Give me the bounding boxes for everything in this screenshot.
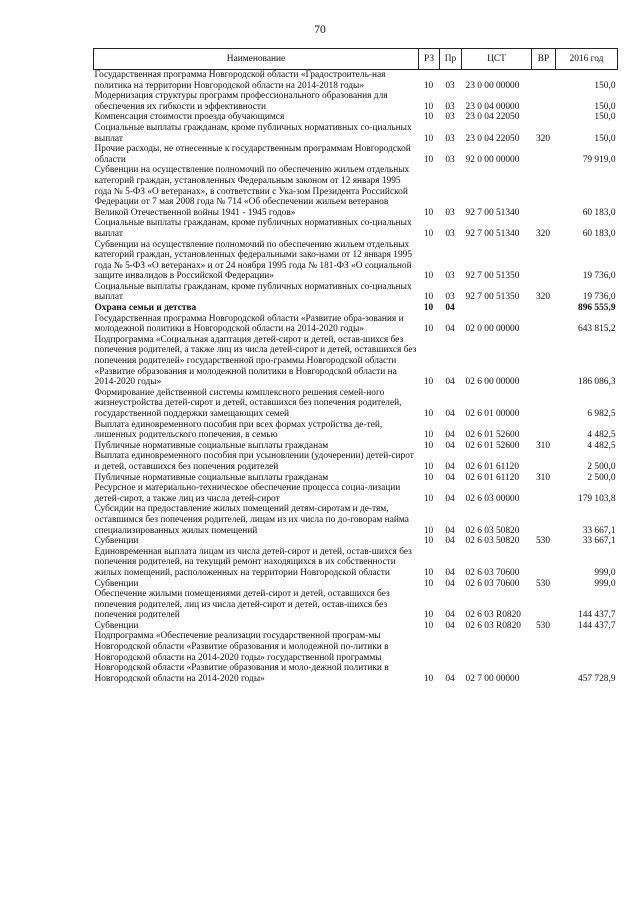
row-vr [532, 314, 556, 335]
table-row [94, 218, 618, 239]
row-sum: 2 500,0 [587, 461, 616, 472]
row-rz: 10 [423, 440, 434, 451]
row-cst: 02 6 03 50820 [465, 525, 520, 536]
row-vr: 320 [535, 292, 551, 303]
table-row [94, 441, 618, 452]
row-vr [532, 547, 556, 579]
table-row [94, 282, 618, 303]
row-vr [532, 631, 556, 684]
header-name: Наименование [94, 49, 419, 70]
row-sum: 896 555,9 [578, 303, 616, 314]
row-sum: 4 482,5 [587, 430, 616, 441]
row-cst: 02 6 03 R0820 [465, 610, 521, 621]
row-name: Прочие расходы, не отнесенные к государственным программам Новгородской области [94, 144, 411, 165]
row-pr: 03 [445, 112, 455, 123]
row-vr [532, 335, 556, 388]
row-vr [532, 451, 556, 472]
table-row [94, 473, 618, 484]
row-vr [532, 70, 556, 92]
row-pr: 03 [445, 133, 455, 144]
page-number: 70 [314, 24, 326, 36]
row-cst: 23 0 04 22050 [465, 133, 520, 144]
header-vr: ВР [532, 49, 556, 70]
row-sum: 150,0 [594, 101, 616, 112]
row-cst: 02 6 01 61120 [465, 461, 520, 472]
row-cst: 02 6 03 50820 [465, 536, 520, 547]
row-pr: 04 [445, 493, 455, 504]
table-row [94, 240, 618, 282]
row-name: Подпрограмма «Социальная адаптация детей-сирот и детей, остав-шихся без попечения родителей, а также лиц из числа детей-сирот и детей, оставшихся без попечения родителей» государственной про-граммы Новгородской области «Развитие образования и молодежной политики в Новгородской области на 2014-2020 годы» [94, 334, 417, 388]
row-vr [532, 112, 556, 123]
row-pr: 04 [445, 673, 455, 684]
row-cst: 02 0 00 00000 [465, 324, 520, 335]
row-cst: 02 6 03 70600 [465, 567, 520, 578]
row-cst: 92 7 00 51350 [465, 271, 520, 282]
row-sum: 999,0 [594, 567, 616, 578]
row-name: Социальные выплаты гражданам, кроме публичных нормативных со-циальных выплат [94, 281, 412, 303]
table-row [94, 631, 618, 684]
row-sum: 60 183,0 [582, 207, 616, 218]
row-name: Субвенции [94, 578, 139, 589]
row-name: Социальные выплаты гражданам, кроме публичных нормативных со-циальных выплат [94, 122, 412, 144]
row-sum: 33 667,1 [582, 525, 616, 536]
table-row [94, 621, 618, 632]
row-vr [532, 144, 556, 165]
header-rz: РЗ [419, 49, 440, 70]
row-name: Государственная программа Новгородской области «Развитие обра-зования и молодежной политики в Новгородской области на 2014-2020 годы» [94, 313, 404, 335]
row-cst: 23 0 00 00000 [465, 80, 520, 91]
row-rz: 10 [423, 303, 434, 314]
row-pr: 04 [445, 461, 455, 472]
header-cst: ЦСТ [462, 49, 532, 70]
row-pr: 04 [445, 620, 455, 631]
row-pr: 03 [445, 80, 455, 91]
row-vr [532, 420, 556, 441]
row-name: Субвенции [94, 620, 139, 631]
header-year: 2016 год [556, 49, 618, 70]
row-rz: 10 [423, 133, 434, 144]
row-rz: 10 [423, 271, 434, 282]
table-row [94, 123, 618, 144]
row-cst: 92 0 00 00000 [465, 154, 520, 165]
row-rz: 10 [423, 112, 434, 123]
row-pr: 04 [445, 472, 455, 483]
row-name: Социальные выплаты гражданам, кроме публичных нормативных со-циальных выплат [94, 218, 412, 239]
row-name: Ресурсное и материально-техническое обеспечение процесса социа-лизации детей-сирот, а также лиц из числа детей-сирот [94, 483, 401, 504]
table-row [94, 483, 618, 504]
row-rz: 10 [423, 567, 434, 578]
row-pr: 04 [445, 324, 455, 335]
row-vr [532, 91, 556, 112]
row-pr: 04 [445, 377, 455, 388]
row-sum: 150,0 [594, 133, 616, 144]
row-vr: 310 [535, 472, 551, 483]
table-row [94, 451, 618, 472]
row-rz: 10 [423, 525, 434, 536]
row-vr [532, 165, 556, 218]
row-pr: 03 [445, 101, 455, 112]
row-vr [532, 388, 556, 420]
row-name: Выплата единовременного пособия при усыновлении (удочерении) детей-сирот и детей, оставшихся без попечения родителей [94, 451, 414, 472]
row-cst: 92 7 00 51350 [465, 292, 520, 303]
row-rz: 10 [423, 377, 434, 388]
row-cst: 02 6 01 52600 [465, 430, 520, 441]
row-sum: 6 982,5 [587, 409, 616, 419]
row-pr: 04 [445, 536, 455, 547]
table-row [94, 579, 618, 590]
table-row [94, 536, 618, 547]
row-sum: 4 482,5 [587, 440, 616, 451]
row-pr: 03 [445, 292, 455, 303]
row-cst: 92 7 00 51340 [465, 228, 520, 239]
row-vr: 320 [535, 228, 551, 239]
row-vr: 530 [535, 578, 551, 589]
row-rz: 10 [423, 101, 434, 112]
row-pr: 04 [445, 303, 455, 314]
row-vr: 530 [535, 620, 551, 631]
table-row [94, 504, 618, 536]
row-sum: 150,0 [594, 112, 616, 123]
table-row [94, 335, 618, 388]
row-cst: 92 7 00 51340 [465, 207, 520, 218]
row-rz: 10 [423, 409, 434, 419]
row-rz: 10 [423, 673, 434, 684]
row-name: Субвенции на осуществление полномочий по обеспечению жильем отдельных категорий граждан, установленных Федеральным законом от 12 января 1995 года № 5-ФЗ «О ветеранах», в соответствии с Ука-зом Президента Российской Федерации от 7 мая 2008 года № 714 «Об обеспечении жильем ветеранов Великой Отечественной войны 1941 - 1945 годов» [94, 165, 410, 218]
row-pr: 04 [445, 610, 455, 621]
row-name: Обеспечение жилыми помещениями детей-сирот и детей, оставшихся без попечения родителей, лиц из числа детей-сирот и детей, остав-шихся без попечения родителей [94, 589, 390, 621]
row-name: Публичные нормативные социальные выплаты гражданам [94, 472, 329, 483]
table-body [94, 70, 618, 685]
table-header-row [94, 49, 618, 70]
row-sum: 643 815,2 [578, 324, 616, 335]
row-name: Компенсация стоимости проезда обучающимся [94, 112, 285, 123]
row-sum: 19 736,0 [582, 292, 616, 303]
table-row [94, 388, 618, 420]
row-pr: 04 [445, 409, 455, 419]
row-pr: 04 [445, 430, 455, 441]
row-sum: 150,0 [594, 80, 616, 91]
table-row [94, 589, 618, 621]
row-name: Субвенции [94, 536, 139, 547]
row-cst: 23 0 04 00000 [465, 101, 520, 112]
row-vr [532, 589, 556, 621]
row-cst: 02 6 01 52600 [465, 440, 520, 451]
row-vr: 530 [535, 536, 551, 547]
table-row [94, 303, 618, 314]
row-rz: 10 [423, 620, 434, 631]
header-pr: Пр [440, 49, 462, 70]
row-cst: 02 6 01 00000 [465, 409, 520, 419]
row-rz: 10 [423, 578, 434, 589]
row-rz: 10 [423, 472, 434, 483]
row-vr [532, 483, 556, 504]
row-pr: 03 [445, 271, 455, 282]
table-row [94, 420, 618, 441]
row-pr: 04 [445, 578, 455, 589]
row-cst: 02 7 00 00000 [465, 673, 520, 684]
row-vr [532, 504, 556, 536]
row-cst [462, 303, 532, 314]
row-cst: 02 6 03 70600 [465, 578, 520, 589]
row-vr: 320 [535, 133, 551, 144]
row-vr [532, 303, 556, 314]
table-row [94, 144, 618, 165]
row-name: Выплата единовременного пособия при всех формах устройства де-тей, лишенных родительского попечения, в семью [94, 419, 383, 441]
row-name: Модернизация структуры программ профессионального образования для обеспечения их гибкости и эффективности [94, 91, 388, 112]
table-row [94, 165, 618, 218]
row-cst: 02 6 00 00000 [465, 377, 520, 388]
row-cst: 23 0 04 22050 [465, 112, 520, 123]
row-sum: 2 500,0 [587, 472, 616, 483]
row-rz: 10 [423, 324, 434, 335]
row-name: Публичные нормативные социальные выплаты гражданам [94, 440, 329, 451]
row-sum: 60 183,0 [582, 228, 616, 239]
row-sum: 144 437,7 [578, 610, 616, 621]
row-rz: 10 [423, 461, 434, 472]
row-name: Охрана семьи и детства [94, 303, 197, 314]
row-rz: 10 [423, 430, 434, 441]
row-name: Формирование действенной системы комплексного решения семей-ного жизнеустройства детей-сирот и детей, оставшихся без попечения родителей, государственной поддержки замещающих семей [94, 387, 402, 419]
row-pr: 04 [445, 567, 455, 578]
row-vr: 310 [535, 440, 551, 451]
budget-table [93, 48, 618, 684]
row-name: Субвенции на осуществление полномочий по обеспечению жильем отдельных категорий граждан, установленных федеральными зако-нами от 12 января 1995 года № 5-ФЗ «О ветеранах» и от 24 ноября 1995 года № 181-ФЗ «О социальной защите инвалидов в Российской Федерации» [94, 239, 413, 282]
row-rz: 10 [423, 228, 434, 239]
table-row [94, 547, 618, 579]
row-rz: 10 [423, 610, 434, 621]
row-rz: 10 [423, 292, 434, 303]
row-cst: 02 6 01 61120 [465, 472, 520, 483]
row-pr: 04 [445, 440, 455, 451]
row-sum: 79 919,0 [582, 154, 616, 165]
row-sum: 186 086,3 [578, 377, 616, 388]
row-rz: 10 [423, 536, 434, 547]
row-rz: 10 [423, 493, 434, 504]
row-rz: 10 [423, 207, 434, 218]
row-cst: 02 6 03 00000 [465, 493, 520, 504]
row-cst: 02 6 03 R0820 [465, 620, 521, 631]
table-row [94, 70, 618, 92]
row-sum: 19 736,0 [582, 271, 616, 282]
table-row [94, 91, 618, 112]
row-sum: 179 103,8 [578, 493, 616, 504]
row-vr [532, 240, 556, 282]
row-name: Единовременная выплата лицам из числа детей-сирот и детей, остав-шихся без попечения родителей, на текущий ремонт находящихся в их собственности жилых помещений, расположенных на территории Новгородской области [94, 546, 412, 578]
row-sum: 33 667,1 [582, 536, 616, 547]
row-sum: 457 728,9 [578, 673, 616, 684]
row-pr: 03 [445, 207, 455, 218]
row-name: Государственная программа Новгородской области «Градостроитель-ная политика на территории Новгородской области на 2014-2018 годы» [94, 70, 386, 91]
row-rz: 10 [423, 80, 434, 91]
row-name: Субсидии на предоставление жилых помещений детям-сиротам и де-тям, оставшимся без попечения родителей, лицам из их числа по до-говорам найма специализированных жилых помещений [94, 504, 409, 536]
table-row [94, 112, 618, 123]
row-pr: 04 [445, 525, 455, 536]
row-rz: 10 [423, 154, 434, 165]
row-sum: 999,0 [594, 578, 616, 589]
row-sum: 144 437,7 [578, 620, 616, 631]
row-pr: 03 [445, 228, 455, 239]
row-pr: 03 [445, 154, 455, 165]
table-row [94, 314, 618, 335]
row-name: Подпрограмма «Обеспечение реализации государственной програм-мы Новгородской области «Развитие образования и молодежной по-литики в Новгородской области на 2014-2020 годы» государственной программы Новгородской области «Развитие образования и моло-дежной политики в Новгородской области на 2014-2020 годы» [94, 631, 389, 684]
